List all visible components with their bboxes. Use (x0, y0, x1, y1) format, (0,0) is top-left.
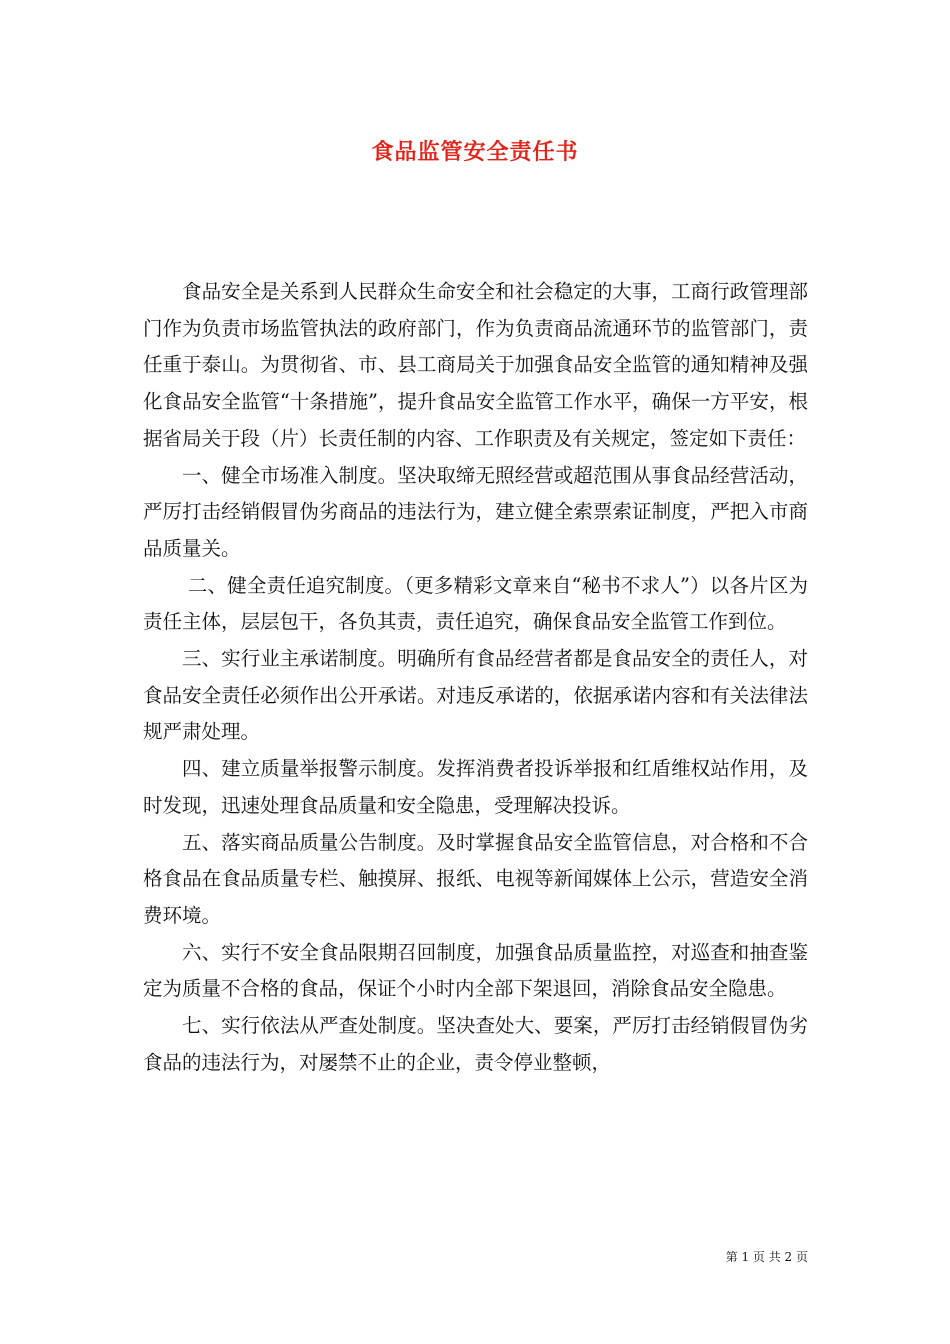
intro-paragraph: 食品安全是关系到人民群众生命安全和社会稳定的大事，工商行政管理部门作为负责市场监管执法的政府部门，作为负责商品流通环节的监管部门，责任重于泰山。为贯彻省、市、县工商局关于加强食品安全监管的通知精神及强化食品安全监管“十条措施”，提升食品安全监管工作水平，确保一方平安，根据省局关于段（片）长责任制的内容、工作职责及有关规定，签定如下责任： (143, 280, 808, 450)
clause-paragraph-6: 六、实行不安全食品限期召回制度，加强食品质量监控，对巡查和抽查鉴定为质量不合格的食品，保证个小时内全部下架退回，消除食品安全隐患。 (143, 940, 808, 1001)
document-title: 食品监管安全责任书 (371, 140, 579, 165)
clause-paragraph-4: 四、建立质量举报警示制度。发挥消费者投诉举报和红盾维权站作用，及时发现，迅速处理食品质量和安全隐患，受理解决投诉。 (143, 757, 808, 817)
clause-paragraph-1: 一、健全市场准入制度。坚决取缔无照经营或超范围从事食品经营活动，严厉打击经销假冒伪劣商品的违法行为，建立健全索票索证制度，严把入市商品质量关。 (143, 463, 808, 560)
clause-paragraph-7: 七、实行依法从严查处制度。坚决查处大、要案，严厉打击经销假冒伪劣食品的违法行为，对屡禁不止的企业，责令停业整顿， (143, 1014, 808, 1074)
document-body (143, 274, 808, 1081)
clause-paragraph-3: 三、实行业主承诺制度。明确所有食品经营者都是食品安全的责任人，对食品安全责任必须作出公开承诺。对违反承诺的，依据承诺内容和有关法律法规严肃处理。 (143, 647, 808, 744)
page-number: 第 1 页 共 2 页 (725, 1250, 808, 1264)
clause-paragraph-2: 二、健全责任追究制度。（更多精彩文章来自“秘书不求人”）以各片区为责任主体，层层包干，各负其责，责任追究，确保食品安全监管工作到位。 (143, 573, 808, 634)
clause-paragraph-5: 五、落实商品质量公告制度。及时掌握食品安全监管信息，对合格和不合格食品在食品质量专栏、触摸屏、报纸、电视等新闻媒体上公示，营造安全消费环境。 (143, 830, 808, 927)
